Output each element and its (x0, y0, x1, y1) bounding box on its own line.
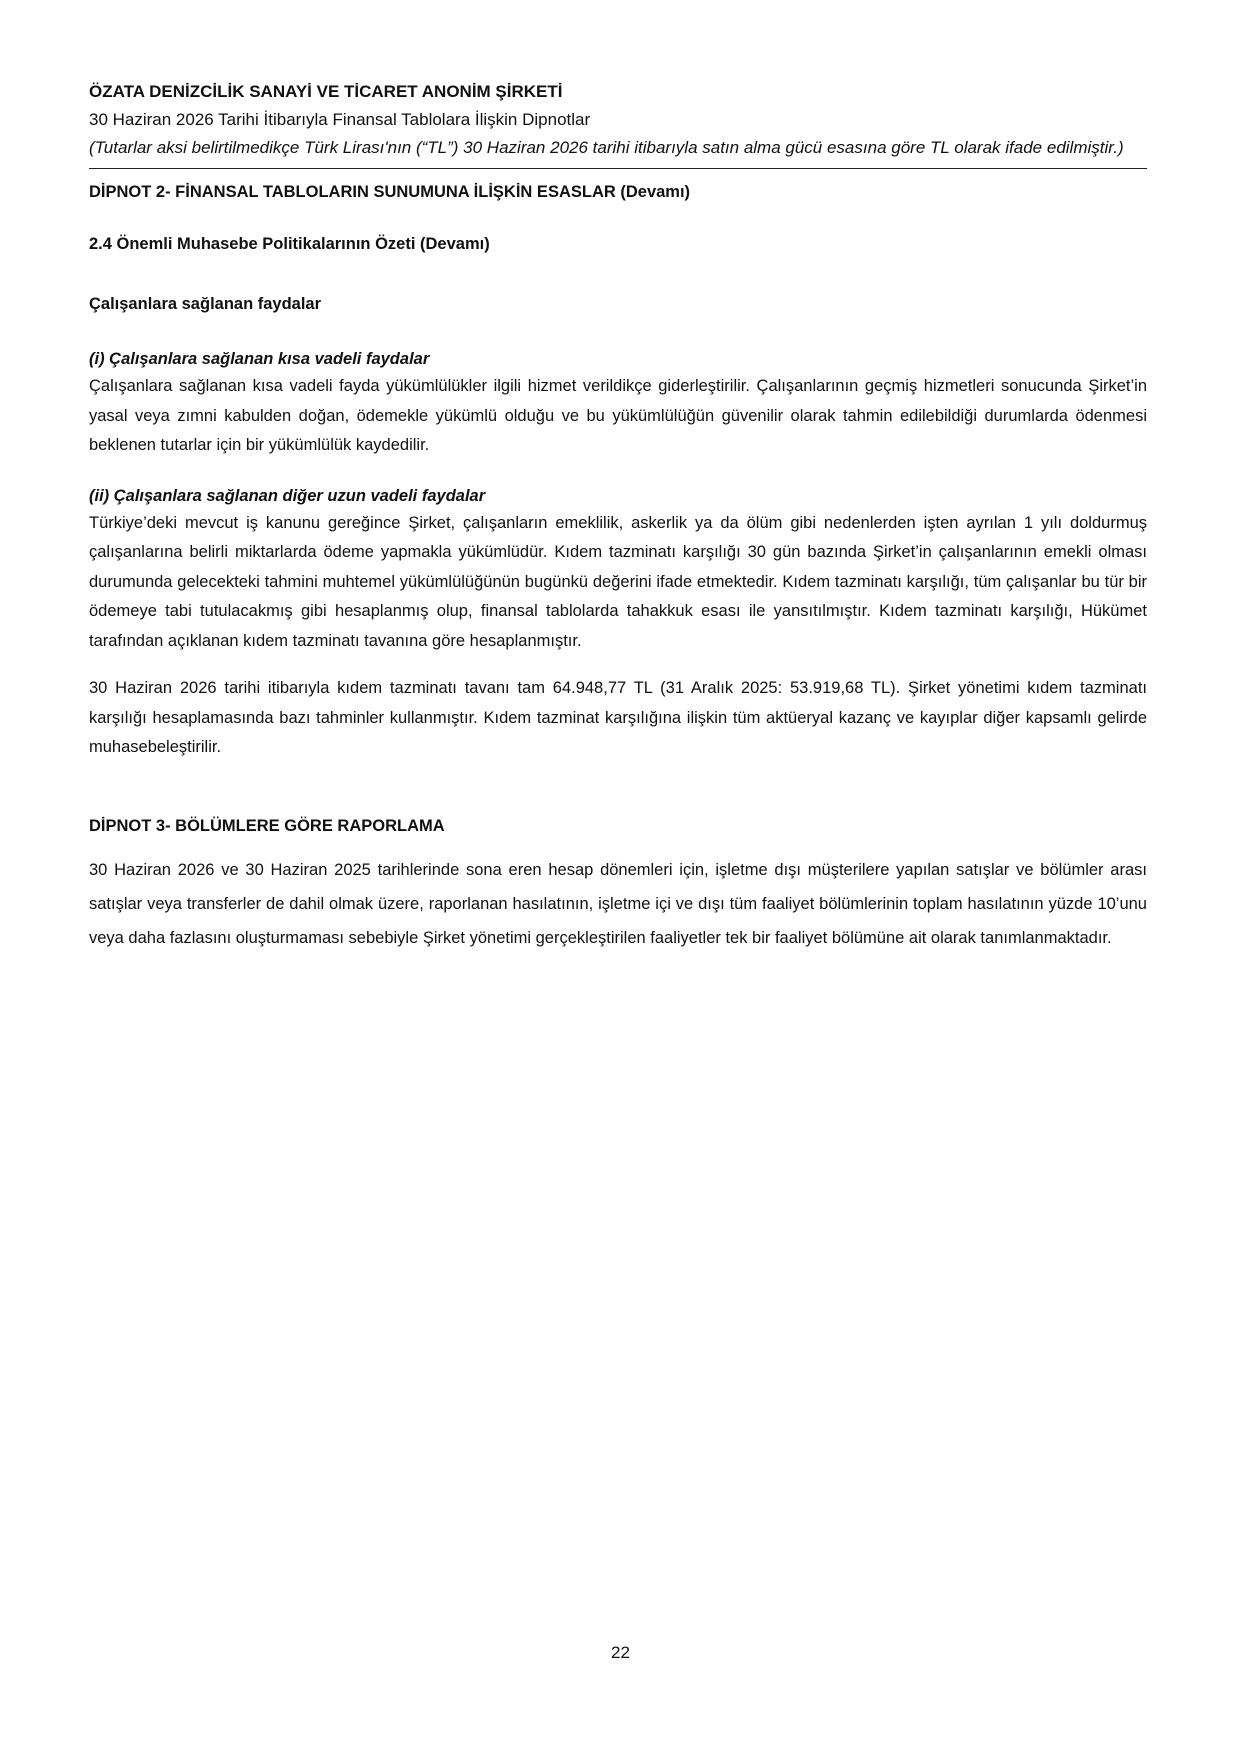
severance-ceiling-paragraph: 30 Haziran 2026 tarihi itibarıyla kıdem tazminatı tavanı tam 64.948,77 TL (31 Aralık 2025: 53.919,68 TL). Şirket yönetimi kıdem tazminatı karşılığı hesaplamasında bazı tahminler kullanmıştır. Kıdem tazminat karşılığına ilişkin tüm aktüeryal kazanç ve kayıplar diğer kapsamlı gelirde muhasebeleştirilir. (89, 679, 1147, 756)
section-2-4-title: 2.4 Önemli Muhasebe Politikalarının Özeti (Devamı) (89, 235, 490, 253)
header-divider (89, 168, 1147, 169)
document-page (89, 78, 1147, 955)
page-number: 22 (611, 1643, 630, 1662)
currency-note: (Tutarlar aksi belirtilmedikçe Türk Lirası'nın (“TL”) 30 Haziran 2026 tarihi itibarıyla satın alma gücü esasına göre TL olarak ifade edilmiştir.) (89, 138, 1124, 157)
note-3-title: DİPNOT 3- BÖLÜMLERE GÖRE RAPORLAMA (89, 816, 445, 835)
note-3-section (89, 815, 1147, 955)
document-header (89, 78, 1147, 169)
segment-reporting-paragraph: 30 Haziran 2026 ve 30 Haziran 2025 tarihlerinde sona eren hesap dönemleri için, işletme dışı müşterilere yapılan satışlar ve bölümler arası satışlar veya transferler de dahil olmak üzere, raporlanan hasılatının, işletme içi ve dışı tüm faaliyet bölümlerinin toplam hasılatının yüzde 10’unu veya daha fazlasını oluşturmaması sebebiyle Şirket yönetimi gerçekleştirilen faaliyetler tek bir faaliyet bölümüne ait olarak tanımlanmaktadır. (89, 860, 1147, 947)
short-term-benefits-title: (i) Çalışanlara sağlanan kısa vadeli faydalar (89, 350, 430, 368)
employee-benefits-title: Çalışanlara sağlanan faydalar (89, 295, 322, 313)
long-term-benefits-paragraph: Türkiye’deki mevcut iş kanunu gereğince Şirket, çalışanların emeklilik, askerlik ya da ölüm gibi nedenlerden işten ayrılan 1 yılı doldurmuş çalışanlarına belirli miktarlarda ödeme yapmakla yükümlüdür. Kıdem tazminatı karşılığı 30 gün bazında Şirket’in çalışanlarının emekli olması durumunda gelecekteki tahmini muhtemel yükümlülüğünün bugünkü değerini ifade etmektedir. Kıdem tazminatı karşılığı, tüm çalışanlar bu tür bir ödemeye tabi tutulacakmış gibi hesaplanmış olup, finansal tablolarda tahakkuk esası ile yansıtılmıştır. Kıdem tazminatı karşılığı, Hükümet tarafından açıklanan kıdem tazminatı tavanına göre hesaplanmıştır. (89, 513, 1147, 650)
note-2-section (89, 181, 1147, 763)
note-2-title: DİPNOT 2- FİNANSAL TABLOLARIN SUNUMUNA İLİŞKİN ESASLAR (Devamı) (89, 183, 691, 201)
long-term-benefits-title: (ii) Çalışanlara sağlanan diğer uzun vadeli faydalar (89, 486, 486, 505)
company-name: ÖZATA DENİZCİLİK SANAYİ VE TİCARET ANONİM ŞİRKETİ (89, 82, 563, 101)
short-term-benefits-paragraph: Çalışanlara sağlanan kısa vadeli fayda yükümlülükler ilgili hizmet verildikçe giderleştirilir. Çalışanlarının geçmiş hizmetleri sonucunda Şirket’in yasal veya zımni kabulden doğan, ödemekle yükümlü olduğu ve bu yükümlülüğün güvenilir olarak tahmin edilebildiği durumlarda ödenmesi beklenen tutarlar için bir yükümlülük kaydedilir. (89, 377, 1147, 454)
report-subtitle: 30 Haziran 2026 Tarihi İtibarıyla Finansal Tablolara İlişkin Dipnotlar (89, 110, 591, 129)
